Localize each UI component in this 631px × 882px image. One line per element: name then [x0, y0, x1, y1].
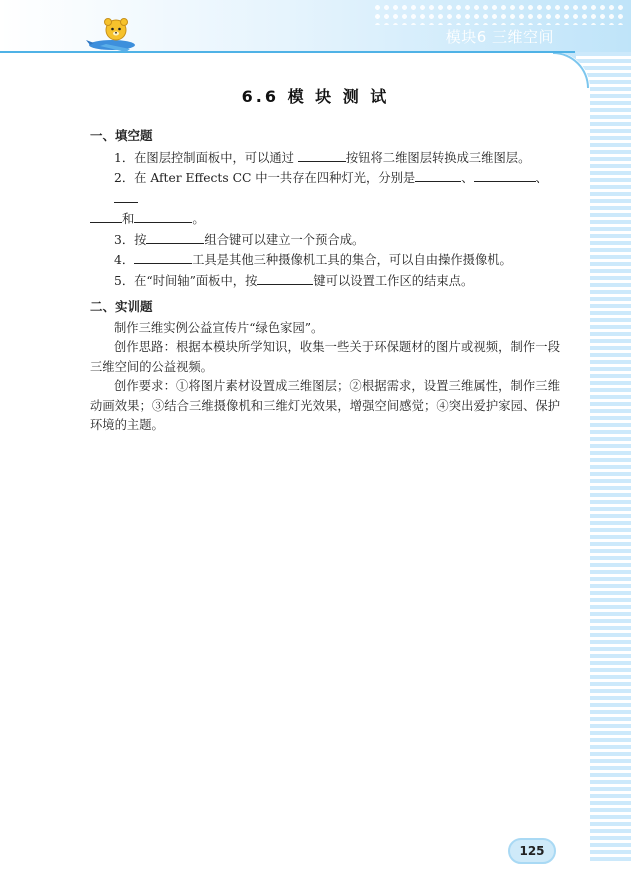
q2-sep-2: 、 — [535, 171, 548, 185]
answer-blank — [134, 250, 192, 264]
question-2 — [90, 168, 560, 209]
fill-blank-heading: 一、填空题 — [90, 128, 153, 143]
decorative-dots — [373, 3, 623, 25]
q2-text-a: 2．在 After Effects CC 中一共存在四种灯光，分别是 — [114, 171, 416, 185]
q4-text-a: 4． — [114, 253, 135, 267]
practice-heading: 二、实训题 — [90, 299, 153, 314]
q2-sep-1: 、 — [461, 171, 474, 185]
q5-text-a: 5．在“时间轴”面板中，按 — [114, 273, 258, 288]
answer-blank — [114, 189, 138, 203]
module-title: 模块6 三维空间 — [445, 28, 554, 46]
q4-text-b: 工具是其他三种摄像机工具的集合，可以自由操作摄像机。 — [192, 253, 512, 267]
answer-blank — [134, 209, 192, 223]
section-title: 6.6 模 块 测 试 — [241, 87, 390, 106]
answer-blank — [415, 168, 461, 182]
q2-end: 。 — [192, 212, 205, 226]
answer-blank — [257, 271, 313, 285]
question-2-cont — [90, 209, 560, 230]
q1-text-b: 按钮将二维图层转换成三维图层。 — [345, 150, 531, 165]
answer-blank — [90, 209, 122, 223]
q3-text-a: 3．按 — [114, 232, 147, 247]
answer-blank — [474, 168, 536, 182]
answer-blank — [298, 148, 346, 162]
question-5 — [90, 271, 560, 292]
page-number: 125 — [508, 838, 556, 864]
q2-and: 和 — [122, 212, 135, 226]
question-4 — [90, 250, 560, 271]
q3-text-b: 组合键可以建立一个预合成。 — [204, 232, 365, 247]
question-3 — [90, 230, 560, 251]
practice-paragraph-2: 创作思路：根据本模块所学知识，收集一些关于环保题材的图片或视频，制作一段三维空间的公益视频。 — [90, 340, 560, 374]
q1-text-a: 1．在图层控制面板中，可以通过 — [114, 150, 294, 165]
practice-paragraph-3: 创作要求：①将图片素材设置成三维图层；②根据需求，设置三维属性，制作三维动画效果；③结合三维摄像机和三维灯光效果，增强空间感觉；④突出爱护家园、保护环境的主题。 — [90, 379, 560, 432]
bear-airplane-icon — [86, 16, 138, 54]
page-body — [90, 120, 560, 436]
question-1 — [90, 148, 560, 169]
practice-paragraph-1: 制作三维实例公益宣传片“绿色家园”。 — [114, 320, 324, 335]
answer-blank — [146, 230, 204, 244]
q5-text-b: 键可以设置工作区的结束点。 — [313, 273, 474, 288]
